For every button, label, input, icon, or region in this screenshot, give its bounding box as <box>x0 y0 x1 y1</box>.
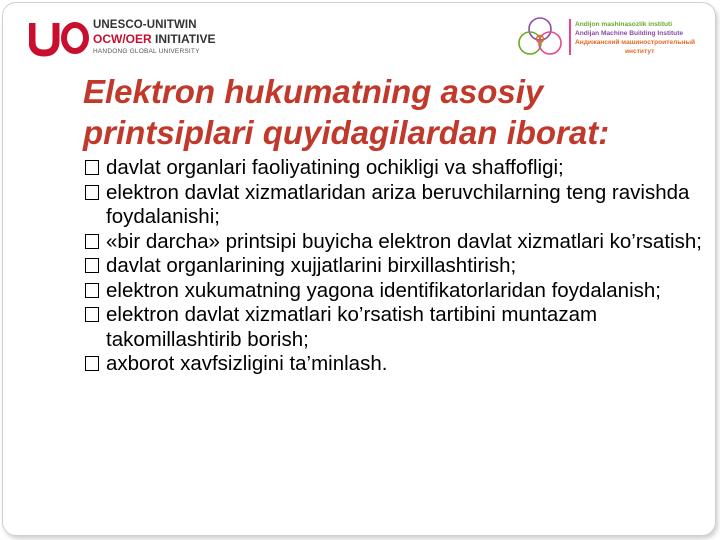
bullet-item <box>81 254 706 279</box>
bullet-text: elektron davlat xizmatlaridan ariza beruvchilarning teng ravishda foydalanishi; <box>106 180 690 228</box>
logo-right-line2: Andijan Machine Building Institute <box>575 30 684 37</box>
logo-right-line4: институт <box>625 48 655 55</box>
bullet-text: elektron davlat xizmatlari ko’rsatish tartibini muntazam takomillashtirib borish; <box>106 303 598 351</box>
bullet-box-icon <box>85 185 99 200</box>
slide-frame <box>2 2 716 536</box>
bullet-item <box>81 156 706 181</box>
logo-right-line3: Андижанский машиностроительный <box>575 39 696 46</box>
logo-left-line2-dark: INITIATIVE <box>151 32 216 46</box>
bullet-item <box>81 181 706 230</box>
logo-left-line1: UNESCO-UNITWIN <box>93 19 197 31</box>
bullet-box-icon <box>85 283 99 298</box>
bullet-text: davlat organlari faoliyatining ochikligi va shaffofligi; <box>106 156 564 179</box>
uo-logo-mark-icon <box>29 17 91 57</box>
slide-title <box>83 71 703 153</box>
bullet-box-icon <box>85 258 99 273</box>
bullet-text: «bir darcha» printsipi buyicha elektron davlat xizmatlari ko’rsatish; <box>106 229 702 253</box>
bullet-text: elektron xukumatning yagona identifikatorlaridan foydalanish; <box>106 278 661 302</box>
logo-left-line2-red: OCW/OER <box>93 32 152 46</box>
institute-emblem-icon <box>513 15 567 59</box>
bullet-box-icon <box>85 356 99 371</box>
bullet-box-icon <box>85 307 99 322</box>
bullet-text: axborot xavfsizligini ta’minlash. <box>106 352 388 375</box>
bullet-text: davlat organlarining xujjatlarini birxillashtirish; <box>106 254 517 277</box>
logo-right-line1: Andijon mashinasozlik instituti <box>575 21 673 28</box>
unesco-unitwin-logo <box>29 17 249 63</box>
logo-left-line3: HANDONG GLOBAL UNIVERSITY <box>93 48 200 55</box>
logo-left-line2 <box>93 32 215 46</box>
slide-title-line1: Elektron hukumatning asosiy <box>83 73 544 110</box>
slide-title-line2: printsiplari quyidagilardan iborat: <box>83 114 610 151</box>
bullet-item <box>81 303 706 352</box>
bullet-box-icon <box>85 234 99 249</box>
bullet-item <box>81 230 706 255</box>
andijan-institute-logo <box>513 15 713 63</box>
logo-right-divider <box>569 19 571 55</box>
bullet-item <box>81 279 706 304</box>
bullet-item <box>81 352 706 377</box>
bullet-list <box>81 156 706 377</box>
bullet-box-icon <box>85 160 99 175</box>
